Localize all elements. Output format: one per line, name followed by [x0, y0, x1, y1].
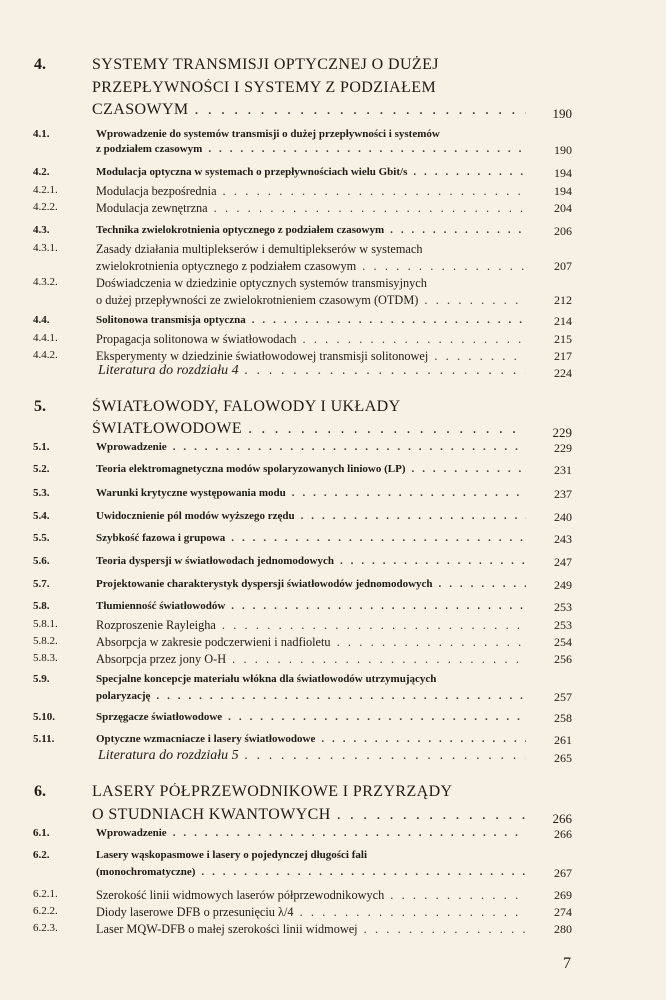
toc-entry-title: Uwidocznienie pól modów wyższego rzędu . . .: [96, 510, 530, 522]
dot-leader: [208, 143, 526, 155]
toc-entry-page: 231: [554, 463, 572, 477]
toc-entry-number: 6.2.3.: [33, 922, 58, 934]
dot-leader: [321, 733, 526, 745]
dot-leader: [195, 101, 526, 119]
toc-entry-title: Optyczne wzmacniacze i lasery światłowodowe . . .: [96, 733, 530, 745]
toc-entry-number: 5.2.: [33, 463, 50, 475]
toc-entry-number: 4.4.: [33, 314, 50, 326]
toc-entry-number: 6.2.2.: [33, 905, 58, 917]
toc-entry-title: Eksperymenty w dziedzinie światłowodowej transmisji solitonowej . . .: [96, 349, 530, 364]
toc-entry-page: 214: [554, 314, 572, 328]
dot-leader: [434, 349, 526, 364]
toc-entry-title: Teoria dyspersji w światłowodach jednomodowych . . .: [96, 555, 530, 567]
toc-entry-title: z podziałem czasowym . . .: [96, 143, 530, 155]
toc-entry-page: 217: [554, 349, 572, 363]
toc-entry-page: 204: [554, 201, 572, 215]
toc-entry-page: 194: [554, 184, 572, 198]
dot-leader: [362, 259, 526, 274]
dot-leader: [302, 332, 526, 347]
toc-entry-title: Specjalne koncepcje materiału włókna dla światłowodów utrzymujących: [96, 673, 437, 685]
toc-entry-page: 229: [554, 441, 572, 455]
toc-entry-title: Lasery wąskopasmowe i lasery o pojedynczej długości fali: [96, 849, 368, 861]
toc-entry-page: 256: [554, 652, 572, 666]
toc-entry-number: 6.2.1.: [33, 888, 58, 900]
toc-entry-title: Absorpcja przez jony O-H . . .: [96, 652, 530, 667]
toc-entry-number: 4.2.1.: [33, 184, 58, 196]
toc-entry-title: Tłumienność światłowodów . . .: [96, 600, 530, 612]
dot-leader: [413, 166, 526, 178]
toc-entry-number: 5.1.: [33, 441, 50, 453]
toc-entry-number: 6.1.: [33, 827, 50, 839]
toc-entry-number: 6.: [34, 783, 46, 800]
dot-leader: [301, 510, 526, 522]
toc-entry-page: 243: [554, 532, 572, 546]
toc-entry-title: Wprowadzenie do systemów transmisji o dużej przepływności i systemów: [96, 128, 440, 140]
page-number: 7: [563, 955, 571, 972]
toc-entry-number: 5.8.3.: [33, 652, 58, 664]
toc-entry-title: Diody laserowe DFB o przesunięciu λ/4 . . .: [96, 905, 530, 920]
toc-entry-title: Modulacja optyczna w systemach o przepływnościach wielu Gbit/s . . .: [96, 166, 530, 178]
toc-entry-page: 240: [554, 510, 572, 524]
toc-entry-title: Wprowadzenie . . .: [96, 827, 530, 839]
dot-leader: [337, 806, 526, 824]
toc-entry-title: (monochromatyczne) . . .: [96, 866, 530, 878]
dot-leader: [245, 748, 526, 764]
dot-leader: [390, 224, 526, 236]
toc-entry-title: Rozproszenie Rayleigha . . .: [96, 618, 530, 633]
toc-entry-page: 266: [554, 827, 572, 841]
toc-entry-page: 229: [552, 425, 572, 440]
toc-entry-title: O STUDNIACH KWANTOWYCH . . .: [92, 806, 530, 824]
toc-entry-number: 4.1.: [33, 128, 50, 140]
dot-leader: [364, 922, 526, 937]
toc-entry-number: 4.3.2.: [33, 276, 58, 288]
toc-entry-number: 5.11.: [33, 733, 55, 745]
toc-entry-page: 261: [554, 733, 572, 747]
dot-leader: [300, 905, 526, 920]
toc-entry-page: 267: [554, 866, 572, 880]
toc-entry-page: 247: [554, 555, 572, 569]
toc-entry-title: Laser MQW-DFB o małej szerokości linii widmowej . . .: [96, 922, 530, 937]
toc-entry-number: 5.8.: [33, 600, 50, 612]
toc-entry-title: Doświadczenia w dziedzinie optycznych systemów transmisyjnych: [96, 276, 427, 290]
toc-entry-page: 269: [554, 888, 572, 902]
dot-leader: [340, 555, 526, 567]
toc-entry-title: Szybkość fazowa i grupowa . . .: [96, 532, 530, 544]
toc-entry-title: Modulacja zewnętrzna . . .: [96, 201, 530, 216]
toc-entry-page: 280: [554, 922, 572, 936]
toc-entry-page: 253: [554, 618, 572, 632]
toc-entry-number: 5.9.: [33, 673, 50, 685]
toc-entry-number: 6.2.: [33, 849, 50, 861]
toc-entry-title: ŚWIATŁOWODY, FALOWODY I UKŁADY: [92, 398, 401, 415]
dot-leader: [245, 363, 526, 379]
toc-entry-title: zwielokrotnienia optycznego z podziałem czasowym . . .: [96, 259, 530, 274]
toc-entry-page: 266: [552, 811, 572, 826]
toc-entry-page: 254: [554, 635, 572, 649]
toc-entry-page: 257: [554, 690, 572, 704]
toc-entry-number: 5.: [34, 398, 46, 415]
toc-entry-number: 5.6.: [33, 555, 50, 567]
toc-entry-page: 249: [554, 578, 572, 592]
toc-entry-number: 5.8.1.: [33, 618, 58, 630]
toc-entry-number: 4.4.1.: [33, 332, 58, 344]
dot-leader: [156, 690, 526, 702]
dot-leader: [214, 201, 526, 216]
toc-entry-page: 253: [554, 600, 572, 614]
toc-entry-page: 224: [554, 366, 572, 380]
toc-entry-number: 5.3.: [33, 487, 50, 499]
toc-entry-title: Modulacja bezpośrednia . . .: [96, 184, 530, 199]
dot-leader: [223, 184, 526, 199]
dot-leader: [390, 888, 526, 903]
toc-entry-title: Projektowanie charakterystyk dyspersji światłowodów jednomodowych . . .: [96, 578, 530, 590]
toc-entry-number: 5.8.2.: [33, 635, 58, 647]
toc-entry-title: Warunki krytyczne występowania modu . . .: [96, 487, 530, 499]
toc-entry-title: PRZEPŁYWNOŚCI I SYSTEMY Z PODZIAŁEM: [92, 79, 437, 96]
toc-entry-page: 194: [554, 166, 572, 180]
toc-entry-page: 265: [554, 751, 572, 765]
toc-entry-page: 215: [554, 332, 572, 346]
toc-entry-page: 206: [554, 224, 572, 238]
dot-leader: [173, 441, 526, 453]
toc-entry-title: ŚWIATŁOWODOWE . . .: [92, 420, 530, 438]
toc-entry-number: 4.4.2.: [33, 349, 58, 361]
toc-entry-number: 4.3.: [33, 224, 50, 236]
toc-entry-number: 4.2.2.: [33, 201, 58, 213]
dot-leader: [173, 827, 526, 839]
toc-entry-title: Absorpcja w zakresie podczerwieni i nadfioletu . . .: [96, 635, 530, 650]
toc-entry-title: Literatura do rozdziału 4 . . .: [98, 363, 530, 379]
toc-entry-title: polaryzację . . .: [96, 690, 530, 702]
toc-entry-title: LASERY PÓŁPRZEWODNIKOWE I PRZYRZĄDY: [92, 783, 453, 800]
toc-entry-title: Wprowadzenie . . .: [96, 441, 530, 453]
dot-leader: [248, 420, 526, 438]
dot-leader: [412, 463, 526, 475]
toc-entry-page: 274: [554, 905, 572, 919]
toc-entry-title: Sprzęgacze światłowodowe . . .: [96, 711, 530, 723]
toc-entry-page: 237: [554, 487, 572, 501]
dot-leader: [252, 314, 526, 326]
toc-entry-number: 5.7.: [33, 578, 50, 590]
toc-entry-page: 190: [552, 106, 572, 121]
toc-entry-title: Solitonowa transmisja optyczna . . .: [96, 314, 530, 326]
dot-leader: [292, 487, 526, 499]
dot-leader: [228, 711, 526, 723]
toc-entry-title: Zasady działania multiplekserów i demultiplekserów w systemach: [96, 242, 423, 256]
dot-leader: [439, 578, 526, 590]
toc-entry-title: Szerokość linii widmowych laserów półprzewodnikowych . . .: [96, 888, 530, 903]
dot-leader: [337, 635, 526, 650]
toc-entry-number: 5.10.: [33, 711, 55, 723]
dot-leader: [231, 600, 526, 612]
toc-entry-title: o dużej przepływności ze zwielokrotnieniem czasowym (OTDM) . . .: [96, 293, 530, 308]
dot-leader: [222, 618, 526, 633]
toc-entry-title: Technika zwielokrotnienia optycznego z podziałem czasowym . . .: [96, 224, 530, 236]
dot-leader: [201, 866, 526, 878]
dot-leader: [424, 293, 526, 308]
toc-entry-number: 4.: [34, 56, 46, 73]
toc-entry-title: CZASOWYM . . .: [92, 101, 530, 119]
toc-entry-page: 190: [554, 143, 572, 157]
toc-entry-number: 5.5.: [33, 532, 50, 544]
toc-entry-page: 212: [554, 293, 572, 307]
toc-entry-number: 4.3.1.: [33, 242, 58, 254]
toc-entry-number: 5.4.: [33, 510, 50, 522]
dot-leader: [232, 652, 526, 667]
toc-entry-title: Teoria elektromagnetyczna modów spolaryzowanych liniowo (LP) . . .: [96, 463, 530, 475]
toc-entry-title: SYSTEMY TRANSMISJI OPTYCZNEJ O DUŻEJ: [92, 56, 439, 73]
toc-entry-title: Propagacja solitonowa w światłowodach . . .: [96, 332, 530, 347]
dot-leader: [231, 532, 526, 544]
toc-entry-page: 258: [554, 711, 572, 725]
toc-entry-page: 207: [554, 259, 572, 273]
toc-entry-title: Literatura do rozdziału 5 . . .: [98, 748, 530, 764]
toc-entry-number: 4.2.: [33, 166, 50, 178]
